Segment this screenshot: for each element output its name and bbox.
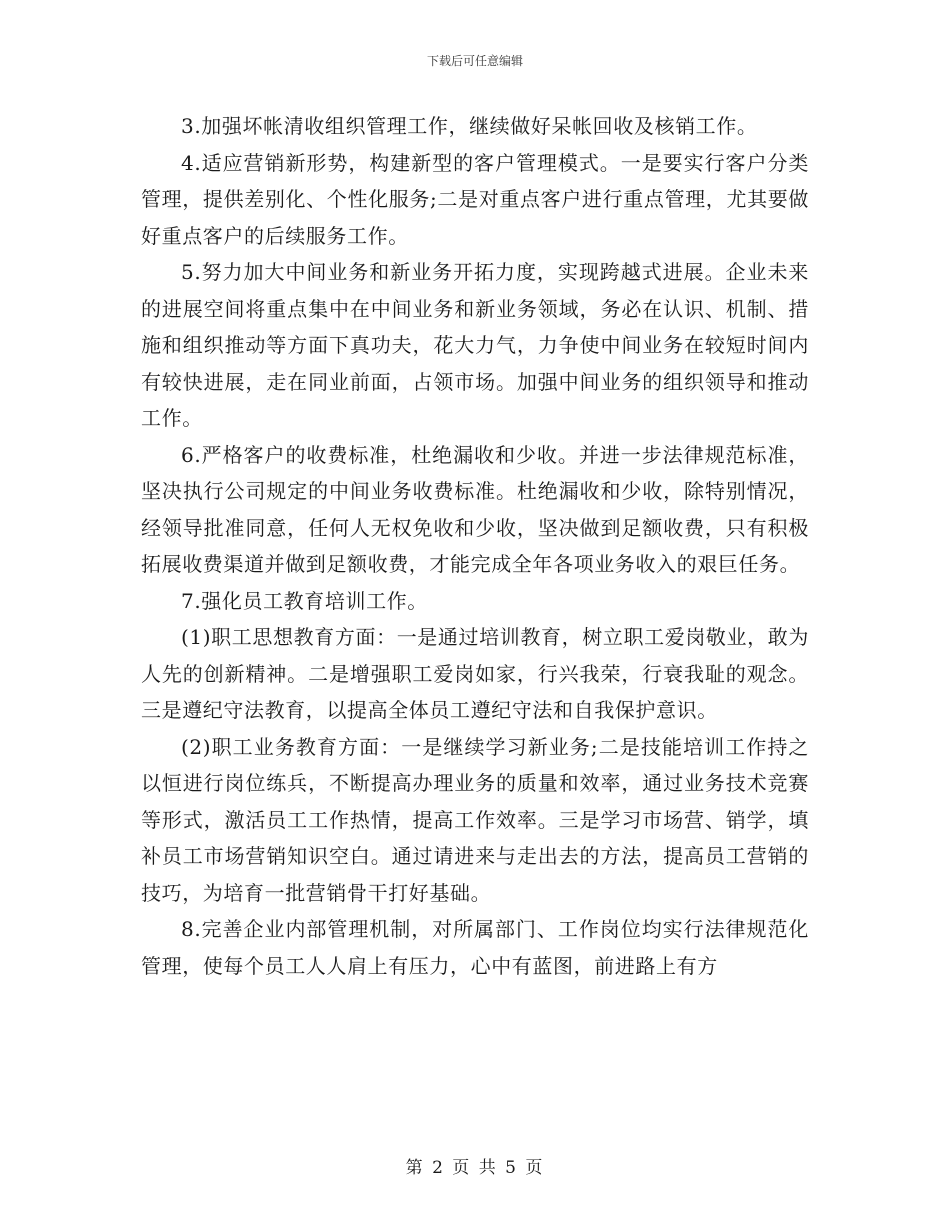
paragraph-item-4: 4.适应营销新形势，构建新型的客户管理模式。一是要实行客户分类管理，提供差别化、个性化服务;二是对重点客户进行重点管理，尤其要做好重点客户的后续服务工作。 (141, 150, 809, 248)
page-header-note: 下载后可任意编辑 (426, 54, 523, 68)
paragraph-item-7-2: (2)职工业务教育方面：一是继续学习新业务;二是技能培训工作持之以恒进行岗位练兵，不断提高办理业务的质量和效率，通过业务技术竞赛等形式，激活员工工作热情，提高工作效率。三是学习市场营、销学，填补员工市场营销知识空白。通过请进来与走出去的方法，提高员工营销的技巧，为培育一批营销骨干打好基础。 (141, 734, 809, 905)
paragraph-item-8: 8.完善企业内部管理机制，对所属部门、工作岗位均实行法律规范化管理，使每个员工人人肩上有压力，心中有蓝图，前进路上有方 (141, 917, 809, 978)
paragraph-item-5: 5.努力加大中间业务和新业务开拓力度，实现跨越式进展。企业未来的进展空间将重点集中在中间业务和新业务领域，务必在认识、机制、措施和组织推动等方面下真功夫，花大力气，力争使中间业务在较短时间内有较快进展，走在同业前面，占领市场。加强中间业务的组织领导和推动工作。 (141, 260, 809, 430)
paragraph-item-7: 7.强化员工教育培训工作。 (181, 588, 428, 613)
paragraph-item-3: 3.加强坏帐清收组织管理工作，继续做好呆帐回收及核销工作。 (181, 114, 758, 138)
paragraph-item-7-1: (1)职工思想教育方面：一是通过培训教育，树立职工爱岗敬业，敢为人先的创新精神。二是增强职工爱岗如家，行兴我荣，行衰我耻的观念。三是遵纪守法教育，以提高全体员工遵纪守法和自我保护意识。 (141, 625, 809, 722)
page-number-footer: 第 2 页 共 5 页 (405, 1158, 545, 1178)
paragraph-item-6: 6.严格客户的收费标准，杜绝漏收和少收。并进一步法律规范标准，坚决执行公司规定的中间业务收费标准。杜绝漏收和少收，除特别情况，经领导批准同意，任何人无权免收和少收，坚决做到足额收费，只有积极拓展收费渠道并做到足额收费，才能完成全年各项业务收入的艰巨任务。 (141, 442, 809, 576)
document-body (141, 108, 809, 984)
